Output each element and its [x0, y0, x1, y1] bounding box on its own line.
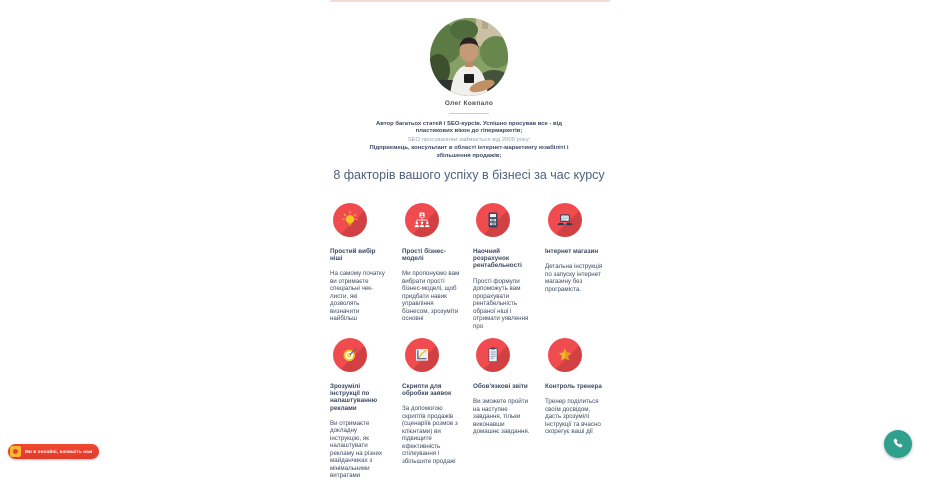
lightbulb-icon: [333, 203, 367, 237]
feature-title: Простий вибір ніші: [330, 248, 376, 263]
feature-title: Скрипти для обробки заявок: [402, 383, 452, 398]
top-accent-strip: [330, 0, 610, 2]
feature-card: [545, 338, 603, 436]
feature-card: [402, 338, 460, 465]
feature-title: Прості бізнес-моделі: [402, 248, 446, 263]
feature-title: Наочний розрахунок рентабельності: [473, 248, 522, 270]
feature-text: Детальна інструкція по запуску інтернет магазину без програміста.: [545, 263, 603, 293]
feature-card: [330, 338, 388, 480]
feature-text: За допомогою скриптів продажів (сценаріїв розмов з клієнтами) ви підвищите ефективність спілкування і збільшите продажі: [402, 405, 458, 465]
laptop-icon: [548, 203, 582, 237]
growth-chart-icon: [405, 338, 439, 372]
feature-text: Ви отримаєте докладну інструкцію, як налаштувати рекламу на різних майданчиках з мінімальними витратами: [330, 419, 383, 480]
target-icon: [333, 338, 367, 372]
features-row-1: [0, 203, 938, 337]
feature-card: [473, 338, 531, 436]
author-name: Олег Ковпало: [444, 100, 494, 107]
chat-widget[interactable]: [8, 444, 99, 459]
star-icon: [548, 338, 582, 372]
feature-text: Ми пропонуємо вам вибрати прості бізнес-моделі, щоб придбати навик управління бізнесом, зрозуміти основні: [402, 270, 460, 323]
feature-text: Прості формули допоможуть вам прорахувати рентабельність обраної ніші і отримати уявлення про: [473, 277, 529, 330]
feature-text: Тренер поділиться своїм досвідом, дасть зрозумілі інструкції та вчасно скорегує ваші дії: [545, 398, 601, 436]
feature-card: [330, 203, 388, 323]
callback-button[interactable]: [884, 430, 912, 458]
feature-text: Ви зможете пройти на наступне завдання, тільки виконавши домашнє завдання.: [473, 398, 530, 436]
feature-title: Інтернет магазин: [545, 248, 599, 255]
org-chart-icon: [405, 203, 439, 237]
feature-card: [402, 203, 460, 323]
chat-icon: [10, 446, 21, 457]
chat-label: Ми в онлайні, напишіть нам: [25, 449, 93, 454]
feature-title: Контроль тренера: [545, 383, 602, 390]
feature-title: Зрозумілі інструкції по налаштуванню реклами: [330, 383, 378, 412]
feature-text: На самому початку ви отримаєте спеціальні чек-листи, які дозволять визначити найбільш: [330, 270, 385, 323]
feature-card: [473, 203, 531, 330]
bio-line: Автор багатьох статей і SEO-курсів. Успішно просував все - від пластикових вікон до гіпермаркетів;: [375, 121, 563, 135]
phone-icon: [891, 437, 905, 451]
section-heading: 8 факторів вашого успіху в бізнесі за час курсу: [333, 168, 605, 182]
feature-card: [545, 203, 603, 293]
bio-line: Підприємець, консультант в області інтернет-маркетингу юзабіліті і збільшення продажів;: [369, 145, 569, 159]
feature-title: Обов'язкові звіти: [473, 383, 528, 390]
report-icon: [476, 338, 510, 372]
author-bio: [369, 121, 569, 161]
avatar-photo-illustration: [430, 18, 508, 96]
name-underline: [449, 113, 489, 114]
features-row-2: [0, 338, 938, 480]
calculator-icon: [476, 203, 510, 237]
bio-line: SEO просуванням займається від 2009 року;: [407, 136, 531, 143]
avatar: [430, 18, 508, 96]
